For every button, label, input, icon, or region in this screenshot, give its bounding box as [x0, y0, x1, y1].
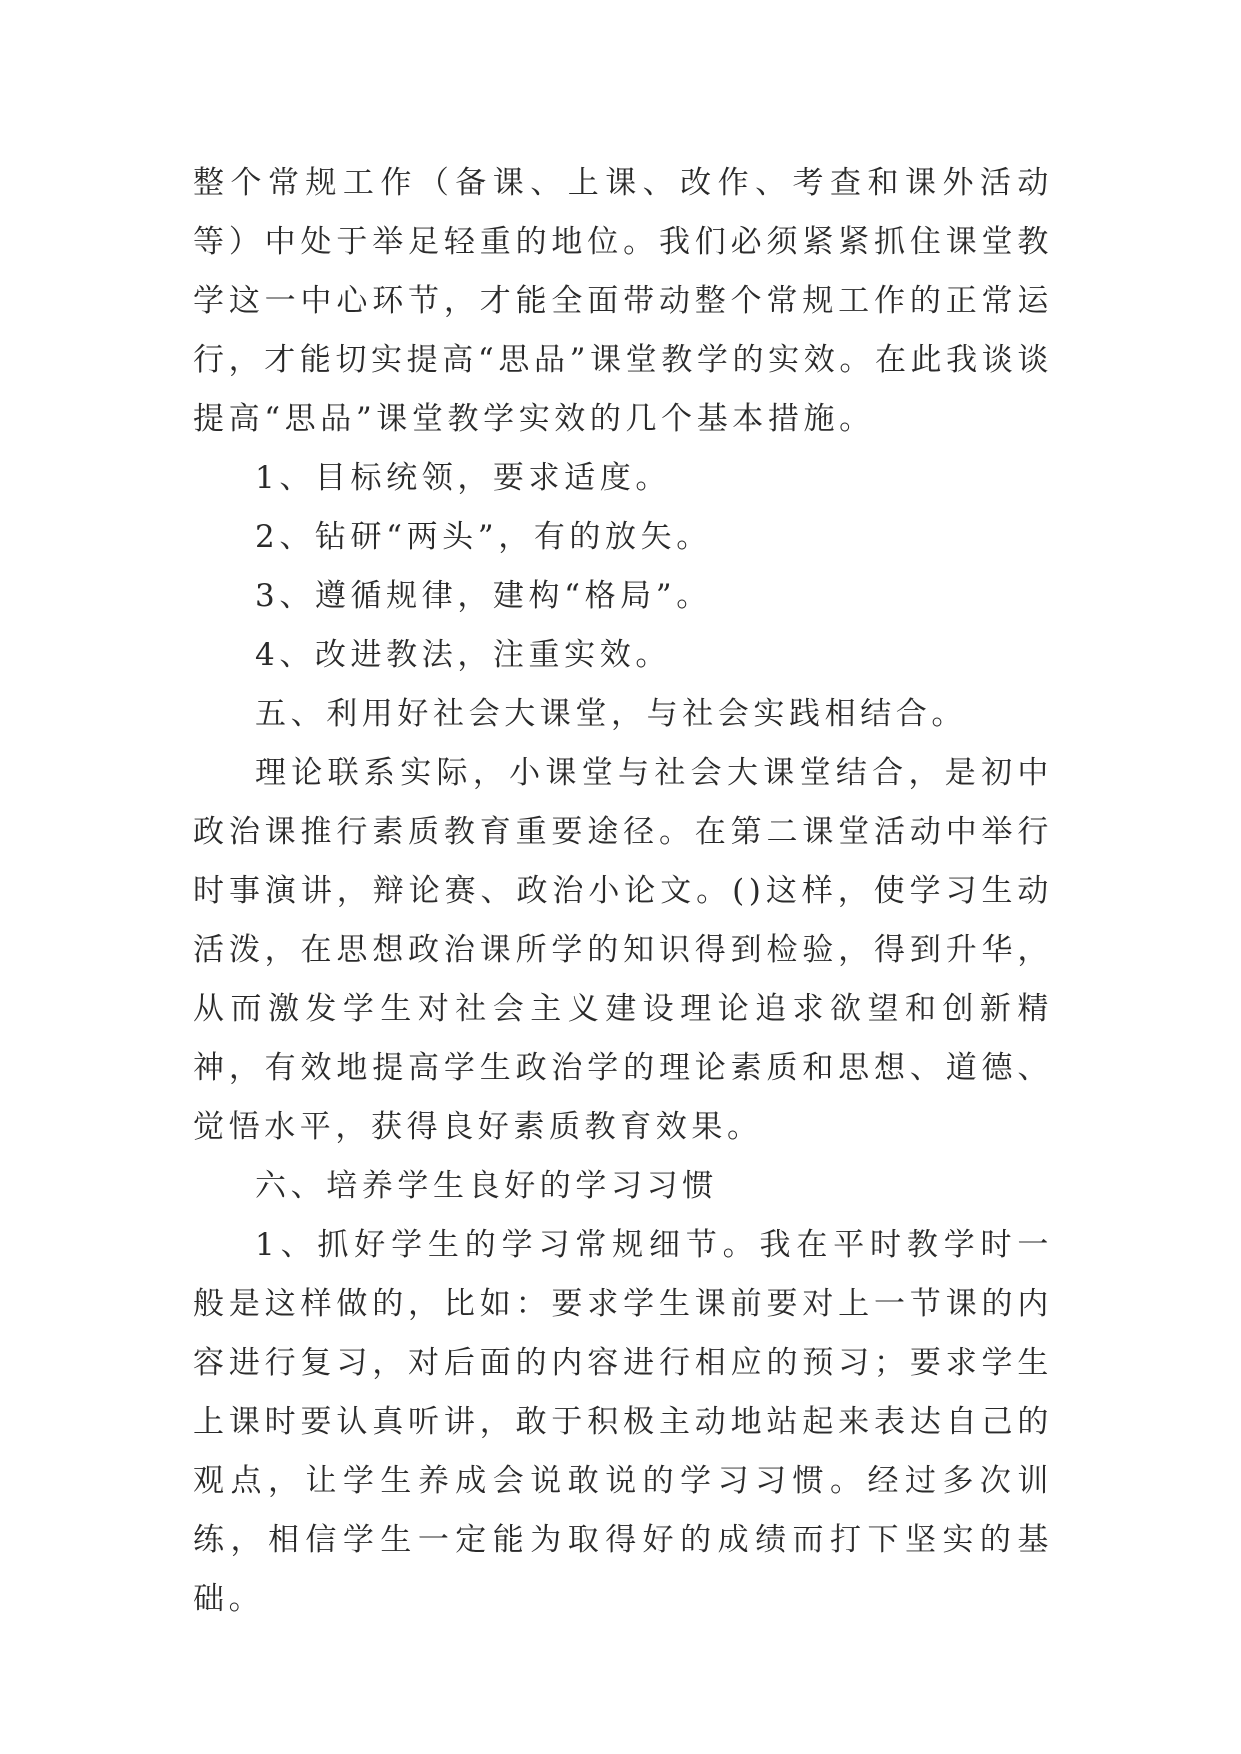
paragraph-continuation: 整个常规工作（备课、上课、改作、考查和课外活动等）中处于举足轻重的地位。我们必须紧紧抓住课堂教学这一中心环节，才能全面带动整个常规工作的正常运行，才能切实提高“思品”课堂教学的实效。在此我谈谈提高“思品”课堂教学实效的几个基本措施。 [193, 165, 1053, 437]
list-item-4: 4、改进教法，注重实效。 [255, 637, 671, 673]
section-heading-6: 六、培养学生良好的学习习惯 [255, 1168, 718, 1204]
paragraph-section-5: 理论联系实际，小课堂与社会大课堂结合，是初中政治课推行素质教育重要途径。在第二课堂活动中举行时事演讲，辩论赛、政治小论文。()这样，使学习生动活泼，在思想政治课所学的知识得到检验，得到升华，从而激发学生对社会主义建设理论追求欲望和创新精神，有效地提高学生政治学的理论素质和思想、道德、觉悟水平，获得良好素质教育效果。 [193, 755, 1053, 1145]
paragraph-section-6-item-1: 1、抓好学生的学习常规细节。我在平时教学时一般是这样做的，比如：要求学生课前要对上一节课的内容进行复习，对后面的内容进行相应的预习；要求学生上课时要认真听讲，敢于积极主动地站起来表达自己的观点，让学生养成会说敢说的学习习惯。经过多次训练，相信学生一定能为取得好的成绩而打下坚实的基础。 [193, 1227, 1053, 1617]
document-body [193, 154, 1053, 1629]
list-item-3: 3、遵循规律，建构“格局”。 [255, 578, 712, 614]
section-heading-5: 五、利用好社会大课堂，与社会实践相结合。 [255, 696, 967, 732]
list-item-1: 1、目标统领，要求适度。 [255, 460, 671, 496]
list-item-2: 2、钻研“两头”，有的放矢。 [255, 519, 712, 555]
